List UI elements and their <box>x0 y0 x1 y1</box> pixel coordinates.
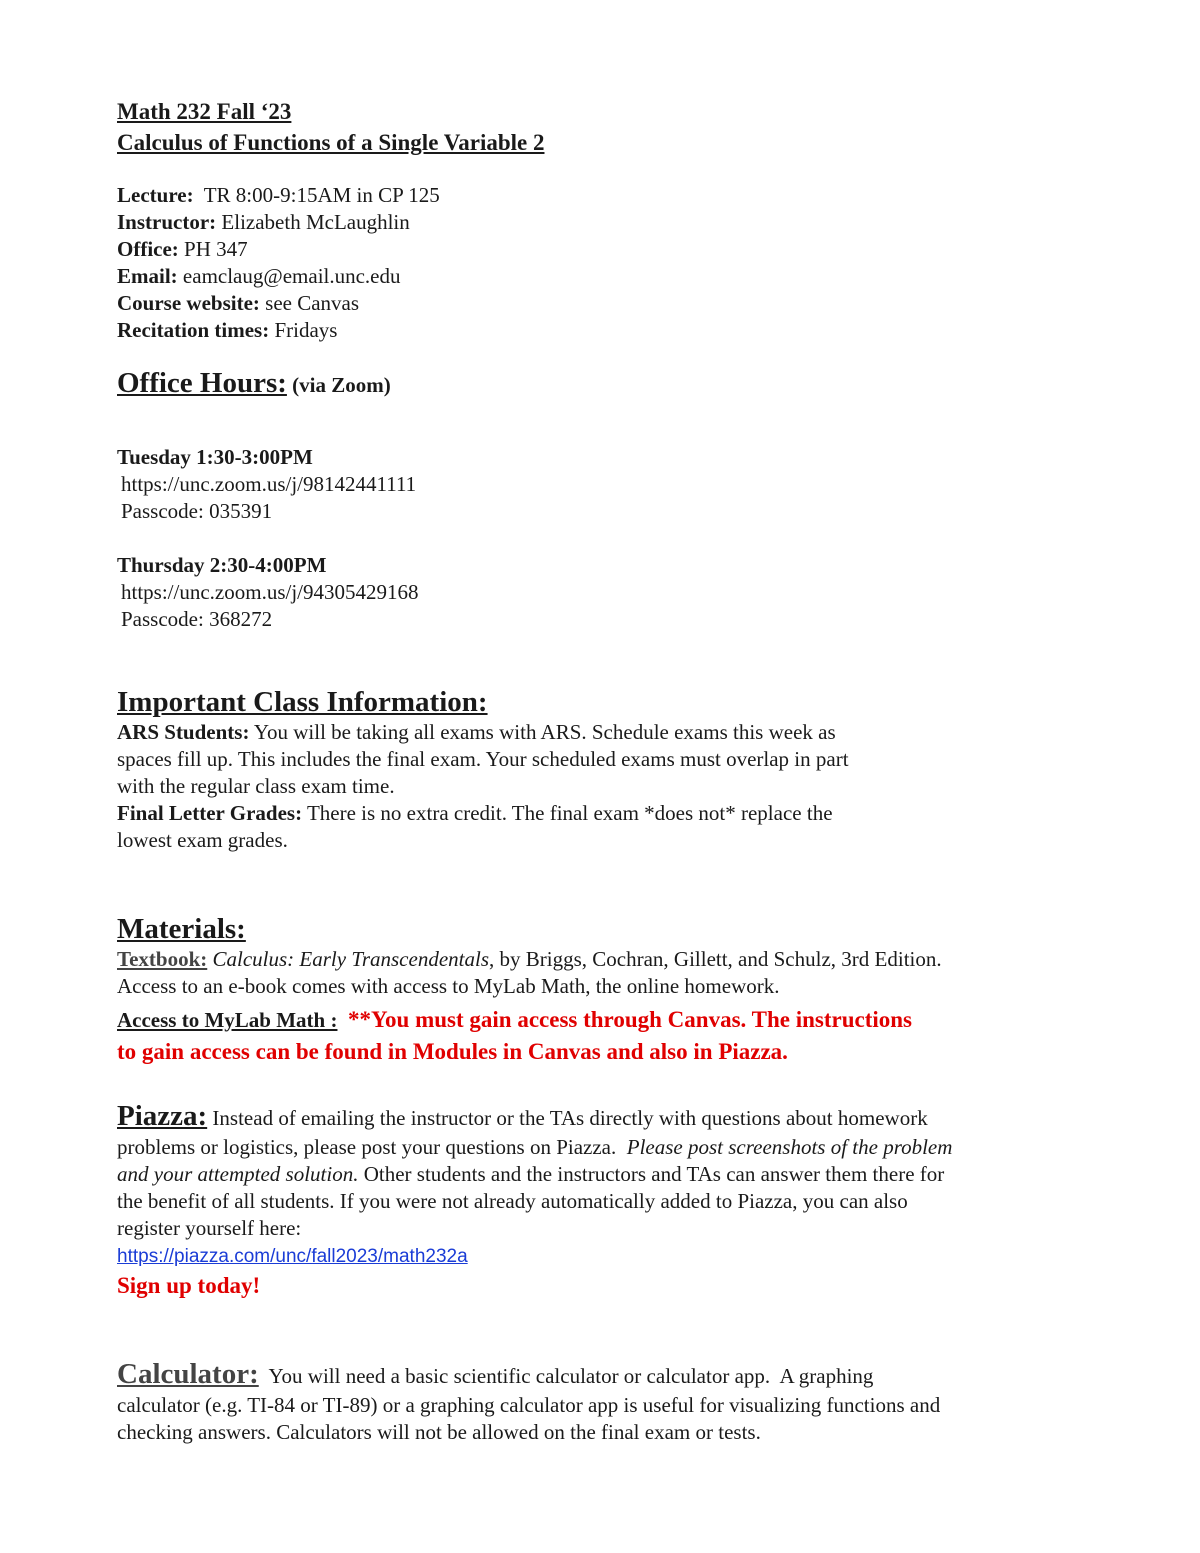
mylab-notice: **You must gain access through Canvas. The instructions <box>347 1007 912 1032</box>
sign-up-cta: Sign up today! <box>117 1273 261 1298</box>
piazza-heading: Piazza: <box>117 1100 208 1132</box>
materials-section: Materials: Textbook: Calculus: Early Transcendentals, by Briggs, Cochran, Gillett, and Schulz, 3rd Edition. Access to an e-book comes with access to MyLab Math, the online homework. Access to MyLab Math : **You must gain access through Canvas. The instructions to gain access can be found in Modules in Canvas and also in Piazza. <box>117 912 1077 1067</box>
session-thursday: Thursday 2:30-4:00PM https://unc.zoom.us/j/94305429168 Passcode: 368272 <box>117 552 1077 633</box>
piazza-link[interactable]: https://piazza.com/unc/fall2023/math232a <box>117 1246 468 1267</box>
office-hours-section <box>117 366 1077 633</box>
textbook-title: Calculus: Early Transcendentals <box>212 947 489 971</box>
calculator-heading: Calculator: <box>117 1358 259 1390</box>
calculator-section: Calculator: You will need a basic scientific calculator or calculator app. A graphing calculator (e.g. TI-84 or TI-89) or a graphing calculator app is useful for visualizing functions and checking answers. Calculators will not be allowed on the final exam or tests. <box>117 1358 941 1444</box>
materials-heading: Materials: <box>117 913 246 945</box>
session-tuesday: Tuesday 1:30-3:00PM https://unc.zoom.us/j/98142441111 Passcode: 035391 <box>117 444 1077 525</box>
info-lecture: Lecture: TR 8:00-9:15AM in CP 125 <box>117 183 440 207</box>
zoom-link-thursday[interactable]: https://unc.zoom.us/j/94305429168 <box>121 580 419 604</box>
piazza-section: Piazza: Instead of emailing the instructor or the TAs directly with questions about homework problems or logistics, please post your questions on Piazza. Please post screenshots of the problem and your attempted solution. Other students and the instructors and TAs can answer them there for the benefit of all students. If you were not already automatically added to Piazza, you can also register yourself here: https://piazza.com/unc/fall2023/math232a Sign up today! <box>117 1099 1077 1301</box>
course-code: Math 232 Fall ‘23 <box>117 99 292 124</box>
info-email: Email: eamclaug@email.unc.edu <box>117 264 401 288</box>
class-info-section: Important Class Information: ARS Students: You will be taking all exams with ARS. Schedule exams this week as spaces fill up. This includes the final exam. Your scheduled exams must overlap in part with the regular class exam time. Final Letter Grades: There is no extra credit. The final exam *does not* replace the lowest exam grades. <box>117 685 1077 854</box>
passcode-tuesday: Passcode: 035391 <box>121 499 273 523</box>
info-office: Office: PH 347 <box>117 237 248 261</box>
passcode-thursday: Passcode: 368272 <box>121 607 273 631</box>
textbook-label: Textbook: <box>117 947 208 971</box>
office-hours-subheading: (via Zoom) <box>286 373 391 397</box>
info-recitation: Recitation times: Fridays <box>117 318 338 342</box>
zoom-link-tuesday[interactable]: https://unc.zoom.us/j/98142441111 <box>121 472 417 496</box>
course-info <box>117 182 1077 344</box>
grades-label: Final Letter Grades: <box>117 801 303 825</box>
class-info-heading: Important Class Information: <box>117 686 488 718</box>
office-hours-heading: Office Hours: <box>117 367 287 399</box>
info-website: Course website: see Canvas <box>117 291 360 315</box>
syllabus-document <box>117 96 1077 1446</box>
ars-label: ARS Students: <box>117 720 250 744</box>
course-title: Calculus of Functions of a Single Variable 2 <box>117 130 545 155</box>
mylab-label: Access to MyLab Math : <box>117 1008 338 1032</box>
info-instructor: Instructor: Elizabeth McLaughlin <box>117 210 410 234</box>
